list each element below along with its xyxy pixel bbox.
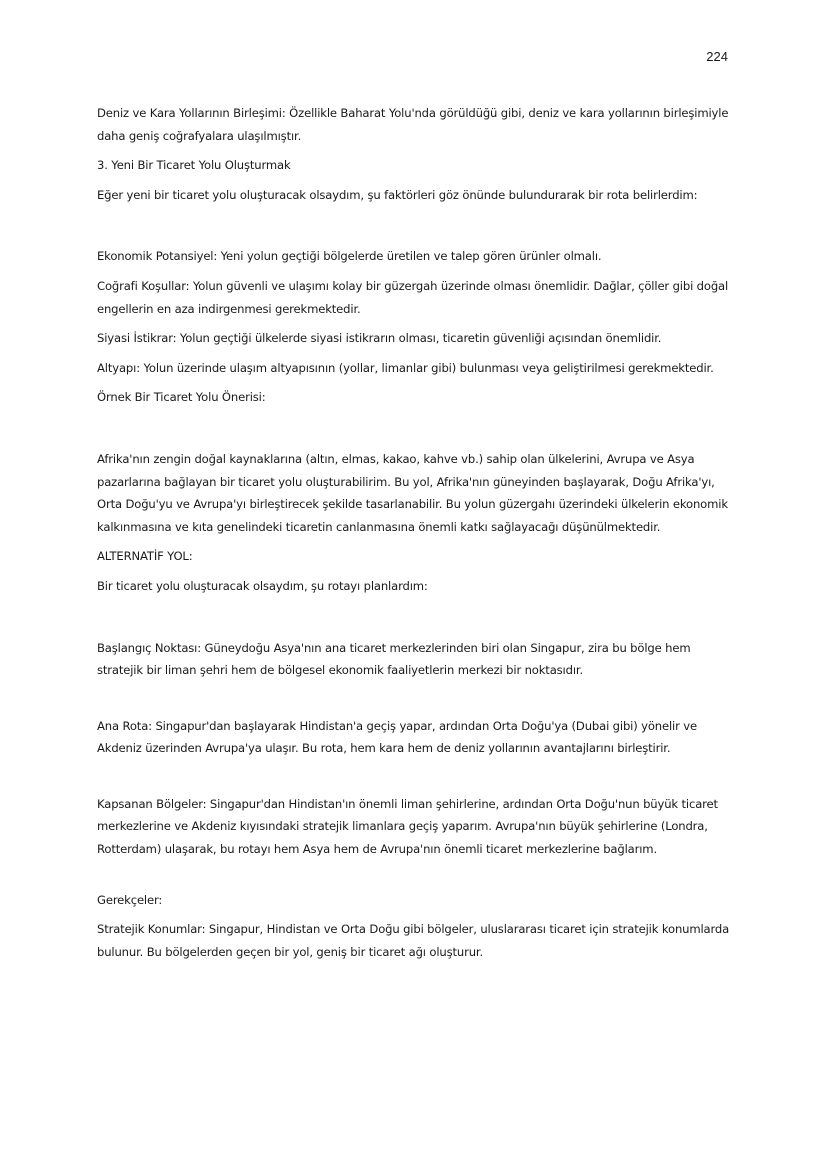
heading-alternative-route: ALTERNATİF YOL:	[97, 549, 193, 564]
paragraph-geographic-conditions: Coğrafi Koşullar: Yolun güvenli ve ulaşımı kolay bir güzergah üzerinde olması önemlidir. Dağlar, çöller gibi doğal engellerin en aza indirgenmesi gerekmektedir.	[97, 278, 729, 316]
paragraph-route-plan-intro: Bir ticaret yolu oluşturacak olsaydım, şu rotayı planlardım:	[97, 578, 428, 593]
section-heading-new-route: 3. Yeni Bir Ticaret Yolu Oluşturmak	[97, 158, 291, 173]
paragraph-strategic-locations: Stratejik Konumlar: Singapur, Hindistan ve Orta Doğu gibi bölgeler, uluslararası ticaret için stratejik konumlarda bulunur. Bu bölgelerden geçen bir yol, geniş bir ticaret ağı oluşturur.	[97, 922, 730, 959]
paragraph-political-stability: Siyasi İstikrar: Yolun geçtiği ülkelerde siyasi istikrarın olması, ticaretin güvenliği açısından önemlidir.	[97, 331, 662, 346]
document-body	[97, 102, 737, 970]
paragraph-economic-potential: Ekonomik Potansiyel: Yeni yolun geçtiği bölgelerde üretilen ve talep gören ürünler olmalı.	[97, 249, 602, 264]
paragraph-covered-regions: Kapsanan Bölgeler: Singapur'dan Hindistan'ın önemli liman şehirlerine, ardından Orta Doğu'nun büyük ticaret merkezlerine ve Akdeniz kıyısındaki stratejik limanlara geçiş yaparım. Avrupa'nın büyük şehirlerine (Londra, Rotterdam) ulaşarak, bu rotayı hem Asya hem de Avrupa'nın önemli ticaret merkezlerine bağlarım.	[97, 796, 718, 857]
paragraph-infrastructure: Altyapı: Yolun üzerinde ulaşım altyapısının (yollar, limanlar gibi) bulunması veya geliştirilmesi gerekmektedir.	[97, 360, 714, 375]
heading-example-route: Örnek Bir Ticaret Yolu Önerisi:	[97, 390, 266, 405]
paragraph-intro-factors: Eğer yeni bir ticaret yolu oluşturacak olsaydım, şu faktörleri göz önünde bulundurarak bir rota belirlerdim:	[97, 187, 698, 202]
paragraph-sea-land-routes: Deniz ve Kara Yollarının Birleşimi: Özellikle Baharat Yolu'nda görüldüğü gibi, deniz ve kara yollarının birleşimiyle daha geniş coğrafyalara ulaşılmıştır.	[97, 106, 729, 143]
heading-justifications: Gerekçeler:	[97, 892, 163, 907]
page-number: 224	[706, 49, 728, 64]
paragraph-main-route: Ana Rota: Singapur'dan başlayarak Hindistan'a geçiş yapar, ardından Orta Doğu'ya (Dubai gibi) yönelir ve Akdeniz üzerinden Avrupa'ya ulaşır. Bu rota, hem kara hem de deniz yollarının avantajlarını birleştirir.	[97, 718, 697, 756]
paragraph-africa-route: Afrika'nın zengin doğal kaynaklarına (altın, elmas, kakao, kahve vb.) sahip olan ülkelerini, Avrupa ve Asya pazarlarına bağlayan bir ticaret yolu oluşturabilirim. Bu yol, Afrika'nın güneyinden başlayarak, Doğu Afrika'yı, Orta Doğu'yu ve Avrupa'yı birleştirecek şekilde tasarlanabilir. Bu yolun güzergahı üzerindeki ülkelerin ekonomik kalkınmasına ve kıta genelindeki ticaretin canlanmasına önemli katkı sağlayacağı düşünülmektedir.	[97, 451, 728, 534]
paragraph-starting-point: Başlangıç Noktası: Güneydoğu Asya'nın ana ticaret merkezlerinden biri olan Singapur, zira bu bölge hem stratejik bir liman şehri hem de bölgesel ekonomik faaliyetlerin merkezi bir noktasıdır.	[97, 640, 691, 678]
